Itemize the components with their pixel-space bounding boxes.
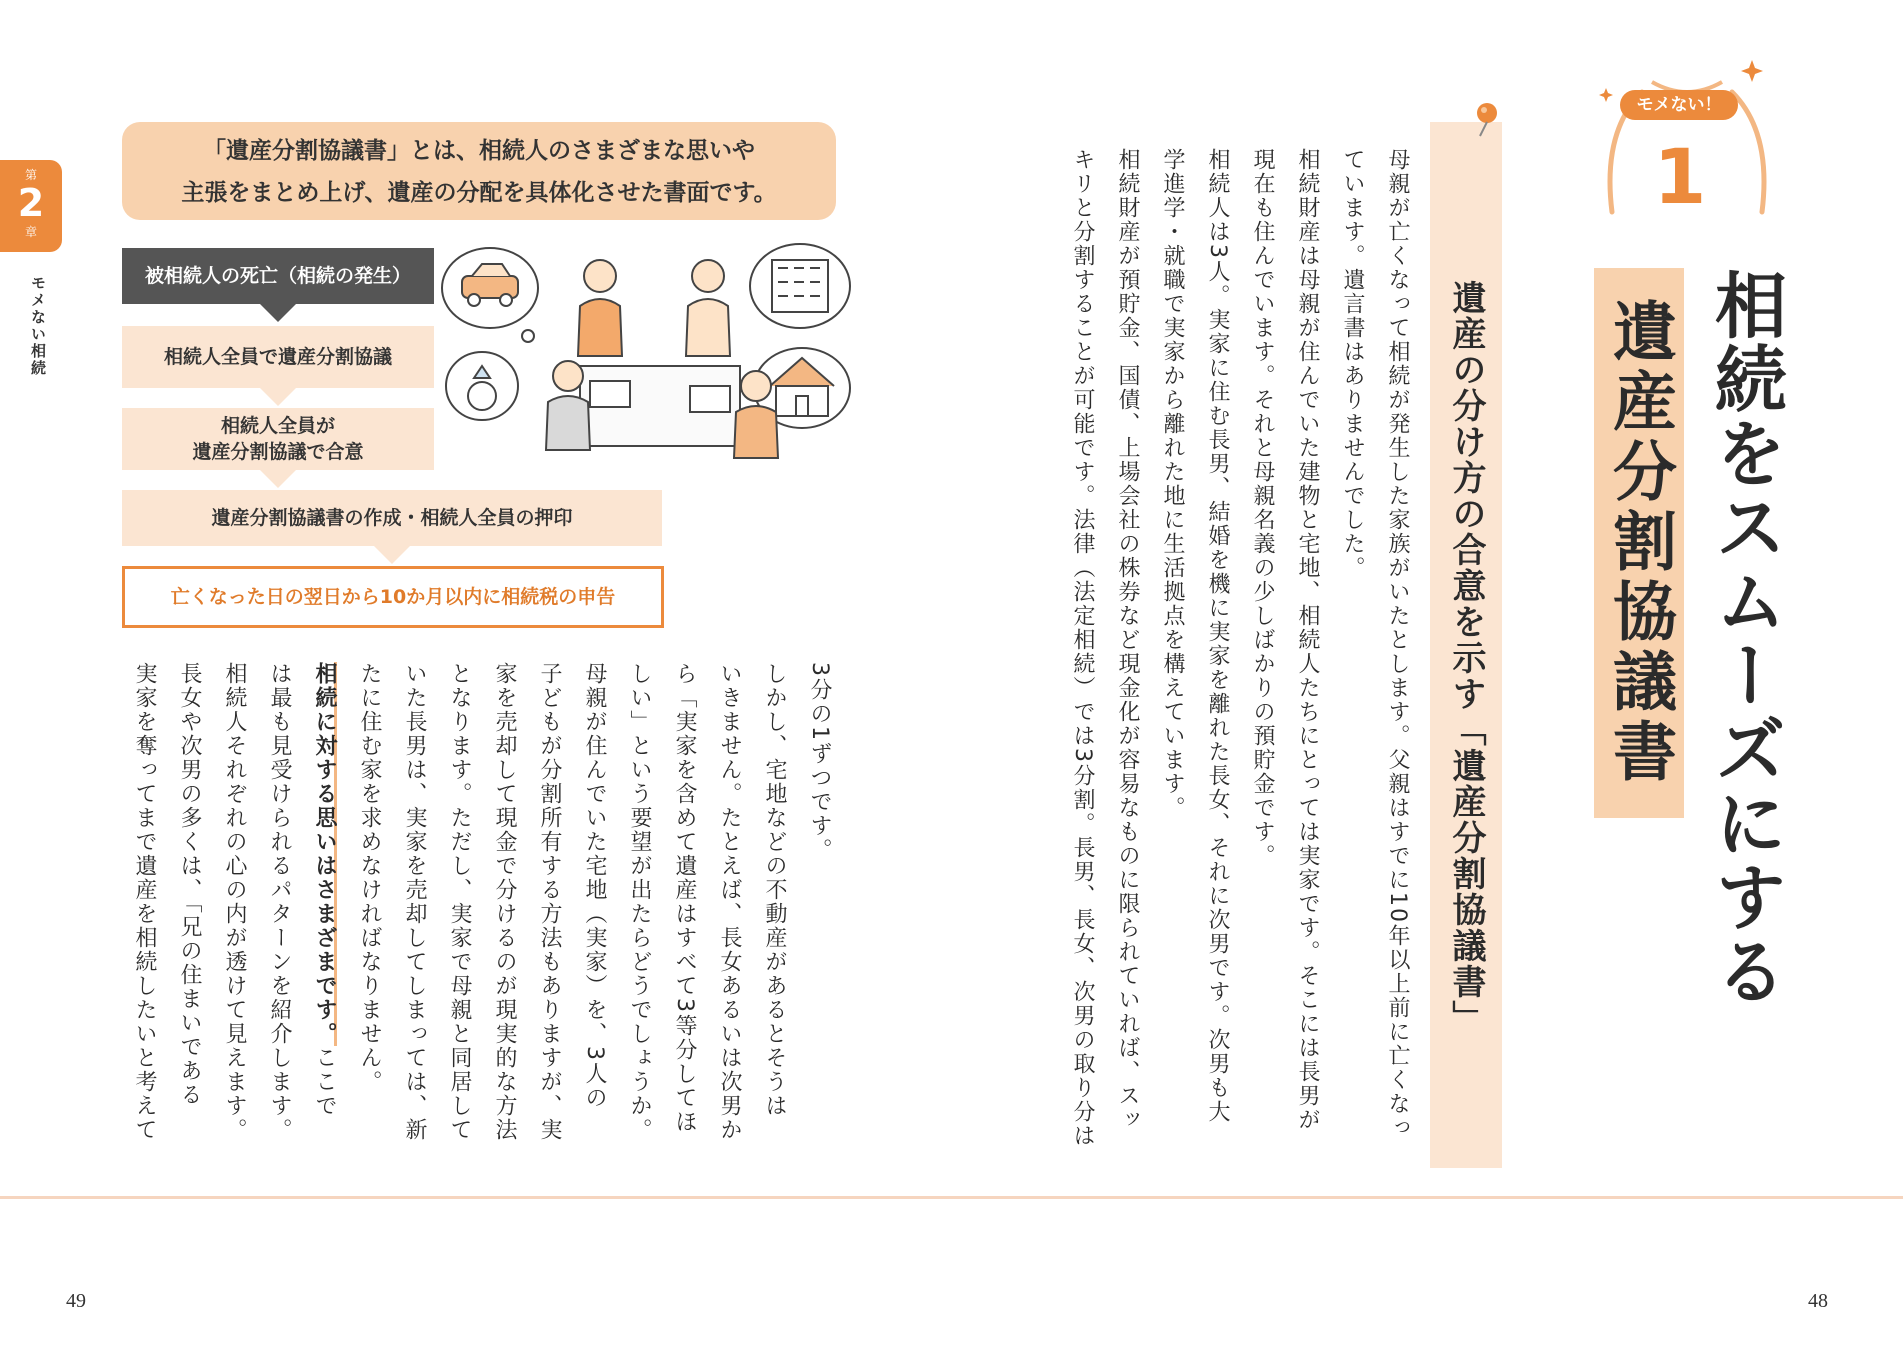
body-line: 実家を奪ってまで遺産を相続したいと考えて: [132, 662, 157, 1142]
section-badge: モメない！: [1620, 90, 1738, 120]
flow-step-consultation: 相続人全員で遺産分割協議: [122, 326, 434, 388]
page-number-right: 48: [1808, 1290, 1828, 1312]
chapter-prefix: 第: [24, 168, 37, 182]
chapter-label: モメない相続: [29, 275, 47, 377]
body-line: 家を売却して現金で分けるのが現実的な方法: [492, 662, 517, 1142]
section-subheading: 遺産の分け方の合意を示す「遺産分割協議書」: [1430, 122, 1502, 1168]
body-line: は最も見受けられるパターンを紹介します。: [267, 662, 292, 1142]
body-line: 長女や次男の多くは、「兄の住まいである: [177, 662, 202, 1107]
definition-callout: [122, 122, 836, 220]
body-line: 母親が住んでいた宅地（実家）を、3人の: [582, 662, 607, 1110]
chapter-tab: [0, 160, 62, 252]
flow-step-agreement-line-2: 遺産分割協議で合意: [192, 441, 364, 463]
ring-thought-bubble: [446, 352, 518, 420]
car-thought-bubble: [442, 248, 538, 342]
page-title-line-1: 相続をスムーズにする: [1703, 268, 1787, 1008]
right-page-body: [1060, 148, 1420, 1188]
flow-step-death: 被相続人の死亡（相続の発生）: [122, 248, 434, 304]
body-line: いた長男は、実家を売却してしまっては、新: [402, 662, 427, 1142]
page-number-left: 49: [66, 1290, 86, 1312]
callout-line-2: 主張をまとめ上げ、遺産の分配を具体化させた書面です。: [181, 180, 777, 206]
person-man-right: [686, 260, 730, 356]
flow-step-agreement-line-1: 相続人全員が: [220, 415, 335, 437]
body-line: ています。遺言書はありませんでした。: [1340, 148, 1365, 580]
section-number: 1: [1653, 132, 1707, 221]
body-line: 3分の1ずつです。: [807, 662, 832, 862]
family-meeting-illustration: [440, 236, 860, 476]
flow-arrow: [374, 546, 410, 564]
body-line: 相続財産は母親が住んでいた建物と宅地、相続人たちにとっては実家です。そこには長男が: [1295, 148, 1320, 1132]
flow-step-document: 遺産分割協議書の作成・相続人全員の押印: [122, 490, 662, 546]
body-line: いきません。たとえば、長女あるいは次男か: [717, 662, 742, 1142]
body-line: しかし、宅地などの不動産があるとそうは: [762, 662, 787, 1118]
callout-line-1: 「遺産分割協議書」とは、相続人のさまざまな思いや: [203, 138, 755, 164]
body-line: ら「実家を含めて遺産はすべて3等分してほ: [672, 662, 697, 1134]
pushpin-icon: [1474, 102, 1500, 138]
person-woman-left: [578, 260, 622, 356]
flow-arrow: [260, 304, 296, 322]
body-line: 相続人は3人。実家に住む長男、結婚を機に実家を離れた長女、それに次男です。次男も大: [1205, 148, 1230, 1124]
building-thought-bubble: [750, 244, 850, 328]
flow-arrow: [260, 470, 296, 488]
person-woman-right: [734, 371, 778, 458]
page-title-line-2: 遺産分割協議書: [1594, 268, 1684, 818]
flow-arrow: [260, 388, 296, 406]
body-line: 相続人それぞれの心の内が透けて見えます。: [222, 662, 247, 1142]
body-line: キリと分割することが可能です。法律（法定相続）では3分割。長男、長女、次男の取り分は: [1070, 148, 1095, 1148]
footer-divider: [0, 1196, 1903, 1199]
body-line: しい」という要望が出たらどうでしょうか。: [627, 662, 652, 1142]
body-line: となります。ただし、実家で母親と同居して: [447, 662, 472, 1142]
person-elderly-left: [546, 361, 590, 450]
highlighted-phrase: 相続に対する思いはさまざまです。: [312, 662, 337, 1046]
body-line: 現在も住んでいます。それと母親名義の少しばかりの預貯金です。: [1250, 148, 1275, 868]
body-line: 子どもが分割所有する方法もありますが、実: [537, 662, 562, 1142]
flow-step-agreement: [122, 408, 434, 470]
body-line: 相続財産が預貯金、国債、上場会社の株券など現金化が容易なものに限られていれば、スッ: [1115, 148, 1140, 1132]
body-line: 学進学・就職で実家から離れた地に生活拠点を構えています。: [1160, 148, 1185, 820]
body-line-rest: ここで: [312, 1046, 337, 1118]
body-line: 母親が亡くなって相続が発生した家族がいたとします。父親はすでに10年以上前に亡くなっ: [1385, 148, 1410, 1140]
body-line: たに住む家を求めなければなりません。: [357, 662, 382, 1094]
chapter-number: 2: [17, 181, 45, 225]
chapter-suffix: 章: [24, 225, 37, 239]
body-line: [302, 662, 347, 1182]
left-page-body: [122, 662, 842, 1182]
flow-step-tax-filing: 亡くなった日の翌日から10か月以内に相続税の申告: [122, 566, 664, 628]
